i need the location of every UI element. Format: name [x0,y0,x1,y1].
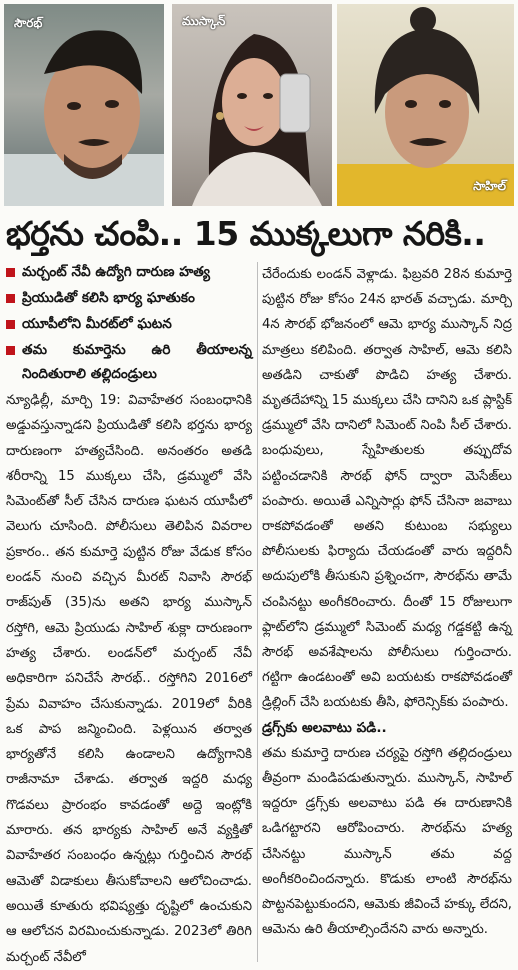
bullet-square-icon [6,346,15,355]
bullet-point: యూపీలోని మీరట్‌లో ఘటన [6,312,252,336]
body-paragraph: తమ కుమార్తె దారుణ చర్యపై రస్తోగి తల్లిదండ్రులు తీవ్రంగా మండిపడుతున్నారు. ముస్కాన్, సాహిల్ ఇద్దరూ డ్రగ్స్‌కు అలవాటు పడి ఈ దారుణానికి ఒడిగట్టారని ఆరోపించారు. సౌరభ్‌ను హత్య చేసినట్టు ముస్కాన్ తమ వద్ద అంగీకరించిందన్నారు. కొడుకు లాంటి సౌరభ్‌ను పొట్టనపెట్టుకుందని, ఆమెకు జీవించే హక్కు లేదని, ఆమెను ఉరి తీయాల్సిందేనని వారు అన్నారు. [262,745,512,938]
bullet-square-icon [6,320,15,329]
bullet-point: ప్రియుడితో కలిసి భార్య ఘాతుకం [6,286,252,310]
body-paragraph: న్యూఢిల్లీ, మార్చి 19: వివాహేతర సంబంధానికి అడ్డువస్తున్నాడని ప్రియుడితో కలిసి భర్తను భార్య దారుణంగా హత్యచేసింది. అనంతరం అతడి శరీరాన్ని 15 ముక్కలు చేసి, డ్రమ్ములో వేసి సిమెంట్‌తో సీల్ చేసిన దారుణ ఘటన యూపీలో వెలుగు చూసింది. పోలీసులు తెలిపిన వివరాల ప్రకారం.. తన కుమార్తె పుట్టిన రోజు వేడుక కోసం లండన్ నుంచి వచ్చిన మీరట్ నివాసి సౌరభ్ రాజ్‌పుత్ (35)ను అతని భార్య ముస్కాన్ రస్తోగి, ఆమె ప్రియుడు సాహిల్ శుక్లా దారుణంగా హత్య చేశారు. లండన్‌లో మర్చంట్ నేవీ అధికారిగా పనిచేసే సౌరభ్.. రస్తోగిని 2016లో ప్రేమ వివాహం చేసుకున్నాడు. 2019లో వీరికి ఒక పాప జన్మించింది. పెళ్లయిన తర్వాత భార్యతోనే కలిసి ఉండాలని ఉద్యోగానికి రాజీనామా చేశాడు. తర్వాత ఇద్దరి మధ్య గొడవలు ప్రారంభం కావడంతో అద్దె ఇంట్లోకి మారారు. తన భార్యకు సాహిల్ అనే వ్యక్తితో వివాహేతర సంబంధం ఉన్నట్లు గుర్తించిన సౌరభ్ ఆమెతో విడాకులు తీసుకోవాలని ఆలోచించాడు. అయితే కూతురు భవిష్యత్తు దృష్టిలో ఉంచుకుని ఆ ఆలోచన విరమించుకున్నాడు. 2023లో తిరిగి మర్చంట్ నేవీలో [6,393,252,965]
bullet-point: తమ కుమార్తెను ఉరి తీయాలన్న నిందితురాలి తల్లిదండ్రులు [6,338,252,386]
photo-caption: సౌరభ్ [14,16,43,30]
photo-caption: ముస్కాన్ [182,14,226,28]
column-divider [257,262,258,962]
right-column [262,262,512,942]
bullet-point: మర్చంట్ నేవీ ఉద్యోగి దారుణ హత్య [6,260,252,284]
photo-saurabh [4,4,164,206]
photo-muskan [172,4,332,206]
photo-caption: సాహిల్ [473,179,506,193]
bullet-square-icon [6,268,15,277]
portrait-man-1 [4,4,164,206]
left-column [6,260,252,970]
photo-strip [0,0,518,206]
portrait-man-2 [337,4,514,206]
headline: భర్తను చంపి.. 15 ముక్కలుగా నరికి.. [6,214,486,253]
photo-sahil [337,4,514,206]
bullet-square-icon [6,294,15,303]
body-paragraph: చేరేందుకు లండన్ వెళ్లాడు. ఫిబ్రవరి 28న కుమార్తె పుట్టిన రోజు కోసం 24న భారత్ వచ్చాడు. మార్చి 4న సౌరభ్ భోజనంలో ఆమె భార్య ముస్కాన్ నిద్ర మాత్రలు కలిపింది. తర్వాత సాహిల్, ఆమె కలిసి అతడిని చాకుతో పొడిచి హత్య చేశారు. మృతదేహాన్ని 15 ముక్కలు చేసి దానిని ఒక ప్లాస్టిక్ డ్రమ్ములో వేసి దానిలో సిమెంట్ నింపి సీల్ చేశారు. బంధువులు, స్నేహితులకు తప్పుదోవ పట్టించడానికి సౌరభ్ ఫోన్ ద్వారా మెసేజ్‌లు పంపారు. అయితే ఎన్నిసార్లు ఫోన్ చేసినా జవాబు రాకపోవడంతో అతని కుటుంబ సభ్యులు పోలీసులకు ఫిర్యాదు చేయడంతో వారు ఇద్దరినీ అదుపులోకి తీసుకుని ప్రశ్నించగా, సౌరభ్‌ను తామే చంపినట్టు అంగీకరించారు. దీంతో 15 రోజులుగా ఫ్లాట్‌లోని డ్రమ్ములో సిమెంట్ మధ్య గడ్డకట్టి ఉన్న సౌరభ్ అవశేషాలను పోలీసులు గుర్తించారు. గట్టిగా ఉండటంతో అవి బయటకు రాకపోవడంతో డ్రిల్లింగ్ చేసి బయటకు తీసి, ఫోరెన్సిక్‌కు పంపారు. [262,267,512,711]
subheading: డ్రగ్స్‌కు అలవాటు పడి.. [262,719,387,736]
portrait-woman [172,4,332,206]
